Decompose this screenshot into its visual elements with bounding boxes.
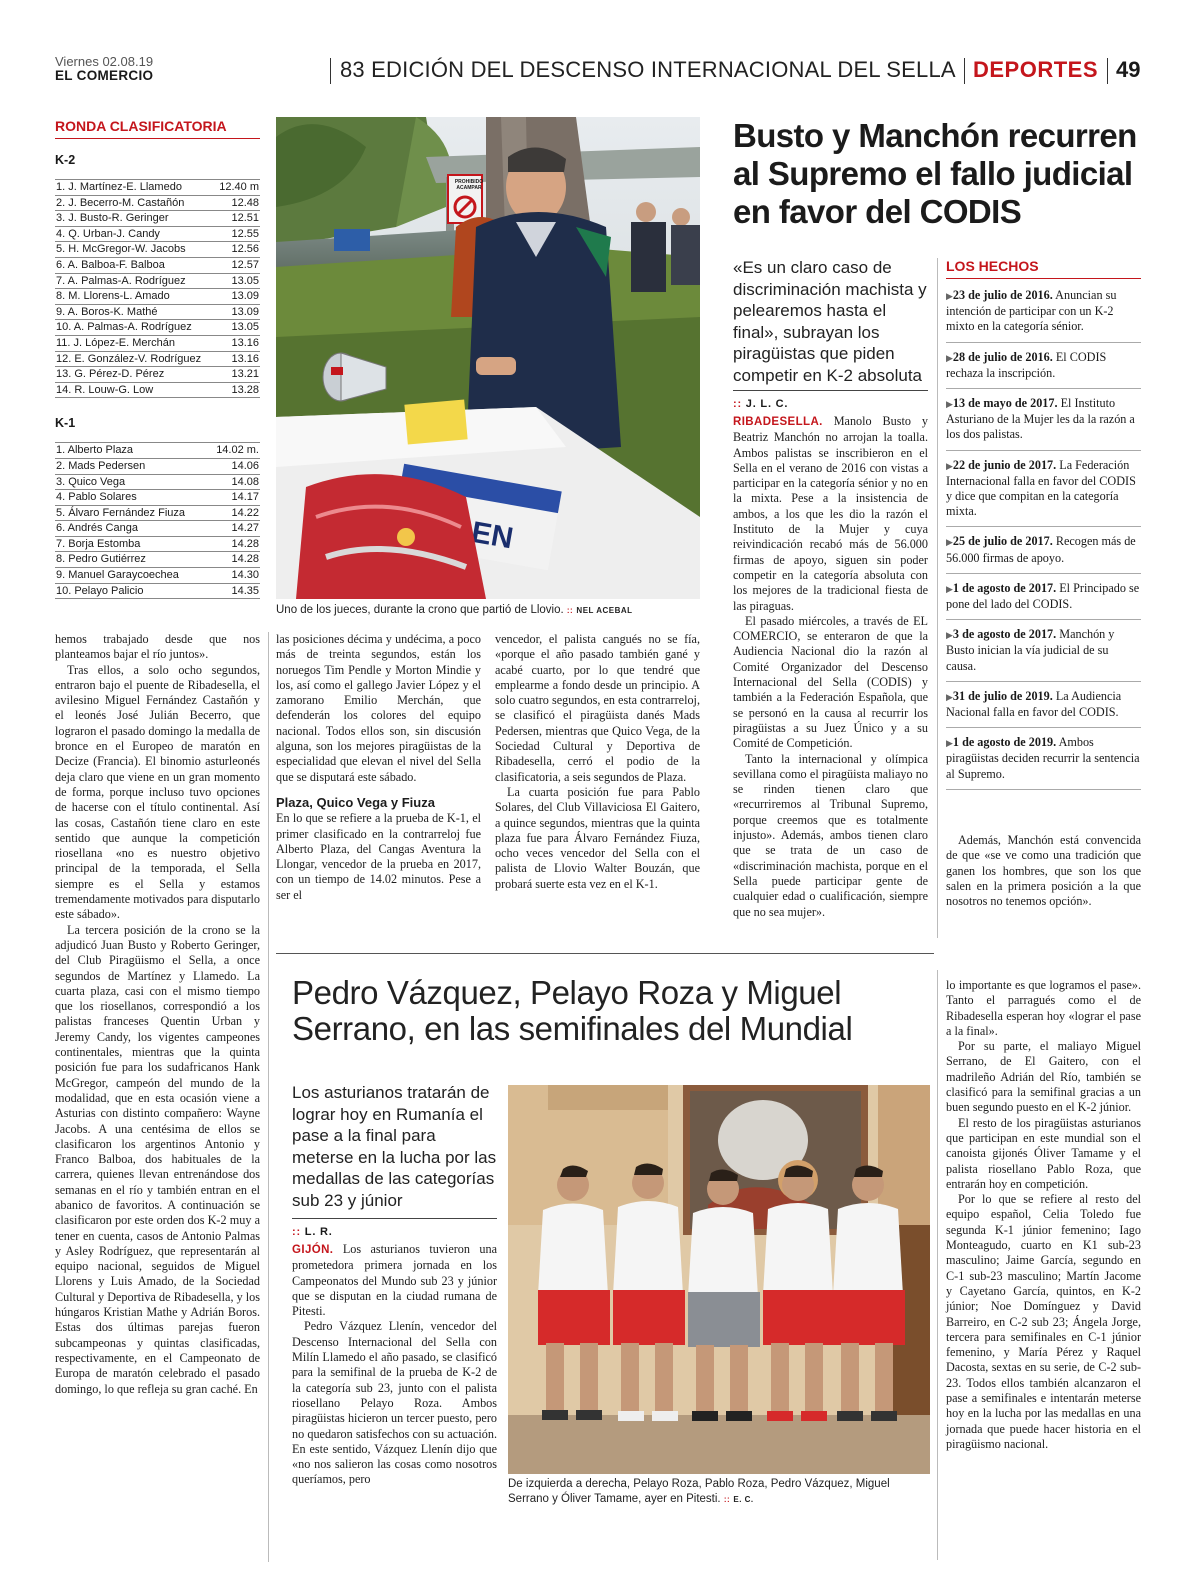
article1-lead: Manolo Busto y Beatriz Manchón no arrojan la toalla. Ambos palistas se inscribieron en el Sella en el verano de 2016 con vistas a participar en la categoría sénior y no en la mixta. Pese a la insistencia de ambos, a los que les dio la razón el Instituto de la Mujer y cuya reivindicación recabó más de 56.000 firmas de apoyo, siguen sin poder competir en la categoría absoluta con los mejores de la tradicional fiesta de las piraguas.	[733, 414, 928, 613]
fact-date: 31 de julio de 2019.	[952, 688, 1053, 703]
arrow-bullet-icon: ▶	[946, 583, 953, 594]
sella-story-col3	[495, 632, 700, 892]
results-time: 12.56	[215, 242, 260, 258]
arrow-bullet-icon: ▶	[946, 537, 953, 548]
facts-list	[946, 285, 1141, 790]
results-row	[55, 180, 260, 196]
results-name: 10. Pelayo Palicio	[55, 583, 208, 599]
fact-date: 23 de julio de 2016.	[952, 288, 1053, 302]
sella-paragraph: hemos trabajado desde que nos planteamos bajar el río juntos».	[55, 632, 260, 662]
arrow-bullet-icon: ▶	[946, 352, 953, 363]
results-time: 14.22	[208, 505, 260, 521]
results-time: 14.02 m.	[208, 443, 260, 459]
fact-text: Manchón y Busto inician la vía judicial de su causa.	[946, 627, 1115, 673]
arrow-bullet-icon: ▶	[946, 460, 953, 471]
article2-paragraph: Por su parte, el maliayo Miguel Serrano, de El Gaitero, con el madrileño Adrián del Río, también se clasificó para la semifinal gracias a un buen segundo puesto en el K-2 júnior.	[946, 1039, 1141, 1115]
results-heading: RONDA CLASIFICATORIA	[55, 118, 227, 134]
sella-story-col1	[55, 632, 260, 1397]
fact-text: Anuncian su intención de participar con un K-2 mixto en la categoría sénior.	[946, 288, 1117, 334]
page-number: 49	[1116, 57, 1141, 82]
results-name: 4. Q. Urban-J. Candy	[55, 226, 215, 242]
fact-text: Recogen más de 56.000 firmas de apoyo.	[946, 534, 1136, 565]
article1-headline: Busto y Manchón recurren al Supremo el fallo judicial en favor del CODIS	[733, 117, 1137, 230]
bib-number: EN	[468, 515, 516, 556]
credit-dots-icon: ::	[723, 1495, 731, 1504]
fact-date: 3 de agosto de 2017.	[952, 627, 1057, 642]
photo1-caption-line	[276, 603, 700, 618]
results-name: 3. J. Busto-R. Geringer	[55, 211, 215, 227]
results-name: 7. Borja Estomba	[55, 536, 208, 552]
k2-label: K-2	[55, 153, 76, 167]
fact-date: 28 de julio de 2016.	[952, 349, 1053, 364]
results-name: 5. Álvaro Fernández Fiuza	[55, 505, 208, 521]
results-time: 12.57	[215, 257, 260, 273]
article2-lead: Los asturianos tuvieron una prometedora primera jornada en los Campeonatos del Mundo sub 23 y júnior que se disputan en la ciudad rumana de Pitesti.	[292, 1242, 497, 1319]
section-divider	[276, 953, 934, 954]
results-name: 9. Manuel Garaycoechea	[55, 568, 208, 584]
sella-paragraph: En lo que se refiere a la prueba de K-1, el primer clasificado en la contrarreloj fue Alberto Plaza, del Cangas Aventura la Llongar, vencedor de la prueba en 2017, con un tiempo de 14.02 minutos. Pese a ser el	[276, 811, 481, 902]
credit-dots-icon: ::	[566, 606, 574, 615]
article2-paragraph: El resto de los piragüistas asturianos que participan en este mundial son el canoista gijonés Óliver Tamame y el palista riosellano Pablo Roza, que entrarán hoy en competición.	[946, 1115, 1141, 1191]
results-time: 14.30	[208, 568, 260, 584]
sella-paragraph: las posiciones décima y undécima, a poco más de treinta segundos, están los noruegos Tim Pendle y Morton Mindie y los, así como el gallego Javier López y el zamorano Emilio Merchán, que defenderán los colores del equipo nacional. Todos ellos son, sin discusión alguna, son los mejores piragüistas de la especialidad que elevan el nivel del Sella que se disputará este sábado.	[276, 632, 481, 784]
article1-closing	[946, 833, 1141, 909]
results-row	[55, 490, 260, 506]
results-row	[55, 458, 260, 474]
results-time: 14.08	[208, 474, 260, 490]
article2-body	[292, 1242, 497, 1488]
results-time: 12.48	[215, 195, 260, 211]
fact-item	[946, 285, 1141, 343]
arrow-bullet-icon: ▶	[946, 738, 953, 749]
results-time: 12.51	[215, 211, 260, 227]
section-name: DEPORTES	[973, 57, 1099, 82]
article2-byline: L. R.	[304, 1226, 333, 1238]
results-row	[55, 474, 260, 490]
facts-box	[946, 258, 1141, 794]
results-row	[55, 505, 260, 521]
results-row	[55, 242, 260, 258]
fact-date: 25 de julio de 2017.	[952, 534, 1053, 549]
photo1-caption: Uno de los jueces, durante la crono que partió de Llovio.	[276, 604, 564, 616]
article2-headline: Pedro Vázquez, Pelayo Roza y Miguel Serrano, en las semifinales del Mundial	[292, 974, 853, 1047]
article1-dateline: RIBADESELLA.	[733, 416, 823, 428]
fact-item	[946, 732, 1141, 790]
arrow-bullet-icon: ▶	[946, 691, 953, 702]
results-row	[55, 382, 260, 398]
results-row	[55, 273, 260, 289]
arrow-bullet-icon: ▶	[946, 399, 953, 410]
results-name: 13. G. Pérez-D. Pérez	[55, 367, 215, 383]
results-row	[55, 289, 260, 305]
results-row	[55, 536, 260, 552]
results-time: 14.17	[208, 490, 260, 506]
photo2-credit: E. C.	[733, 1495, 754, 1504]
article1-paragraph: Tanto la internacional y olímpica sevillana como el piragüista maliayo no se rinden tienen claro que «recurriremos al Tribunal Supremo, porque creemos que es totalmente injusto». Además, ambos tienen claro que se trata de un caso de «discriminación machista, porque en el Sella puede participar gente de cualquier edad o cualificación, siempre que no sea mujer».	[733, 751, 928, 919]
column-divider	[937, 970, 938, 1560]
article1-byline: J. L. C.	[745, 398, 789, 410]
sella-subhead: Plaza, Quico Vega y Fiuza	[276, 794, 435, 810]
photo1-credit: NEL ACEBAL	[576, 606, 633, 615]
fact-date: 1 de agosto de 2019.	[952, 735, 1057, 750]
results-name: 8. M. Llorens-L. Amado	[55, 289, 215, 305]
results-time: 14.27	[208, 521, 260, 537]
k1-results-table	[55, 442, 260, 599]
results-row	[55, 552, 260, 568]
sella-paragraph: vencedor, el palista cangués no se fía, «porque el año pasado también gané y acabé cuarto, por lo que tendré que emplearme a fondo desde un principio. A solo cuatro segundos, en esta contrarreloj, se clasificó el piragüista danés Mads Pedersen, mientras que Quico Vega, de la Sociedad Cultural y Deportiva de Ribadesella, cerró el podio de la clasificatoria, a seis segundos de Plaza.	[495, 632, 700, 784]
fact-item	[946, 347, 1141, 389]
results-time: 13.16	[215, 335, 260, 351]
results-time: 13.28	[215, 382, 260, 398]
byline-dots-icon: ::	[292, 1226, 301, 1238]
judge-photo	[276, 117, 700, 599]
results-row	[55, 351, 260, 367]
results-name: 11. J. López-E. Merchán	[55, 335, 215, 351]
results-row	[55, 335, 260, 351]
header-divider	[330, 58, 331, 84]
facts-title: LOS HECHOS	[946, 258, 1039, 274]
results-row	[55, 521, 260, 537]
fact-item	[946, 531, 1141, 573]
sella-paragraph: La tercera posición de la crono se la adjudicó Juan Busto y Roberto Geringer, del Club Piragüismo el Sella, a once segundos de Martínez y Llamedo. La cuarta plaza, casi con el mismo tiempo que los riosellanos, correspondió a los palistas franceses Quentin Urban y Jeremy Candy, los vigentes campeones continentales, mientras que la quinta posición fue para los sudafricanos Hank McGregor, campeón del mundo de la modalidad, que en esta ocasión viene a Asturias con distinto compañero: Wayne Jacobs. A una centésima de ellos se clasificaron los argentinos Antonio y Franco Balboa, dos habituales de la carrera, quienes llevan entrenándose dos semanas en el río y también entran en el abanico de favoritos. A continuación se clasificaron por este orden dos K-2 muy a tener en cuenta, casos de Antonio Palmas y Asley Rodríguez, que representarán al equipo nacional, seguidos de Miguel Llorens y Luis Amado, de la Sociedad Cultural y Deportiva de Ribadesella, y los húngaros Kristian Mathe y Adrián Boros. Estas dos últimas parejas fueron subcampeonas y quintas clasificadas, respectivamente, en el Campeonato de Europa de maratón celebrado el pasado domingo, lo que refleja su gran caché. En	[55, 922, 260, 1396]
k2-results-table	[55, 179, 260, 398]
results-name: 2. J. Becerro-M. Castañón	[55, 195, 215, 211]
results-row	[55, 257, 260, 273]
column-divider	[937, 258, 938, 938]
results-time: 13.16	[215, 351, 260, 367]
article2-paragraph: lo importante es que logramos el pase». Tanto el parragués como el de Ribadesella esperan hoy «lograr el pase a la final».	[946, 978, 1141, 1038]
arrow-bullet-icon: ▶	[946, 291, 953, 301]
article2-paragraph: Por lo que se refiere al resto del equipo español, Celia Toledo fue segunda K-1 júnior femenino; Iago Monteagudo, cuarto en K1 sub-23 masculino; Jaime García, segundo en C-1 sub-23 masculino; Martín Jacome y Cayetano García, quintos, en K-2 júnior; Noe Domínguez y David Barreiro, en C-2 sub 23; Ángela Jorge, tercera para semifinales en C-1 júnior femenino, y María Pérez y Raquel Dacosta, sextas en su serie, de C-2 sub-23. Todos ellos también alcanzaron el pase a semifinales e intentarán meterse hoy en la lucha por las medallas en una jornada que puede hacer historia en el piragüismo nacional.	[946, 1192, 1141, 1451]
article2-dateline: GIJÓN.	[292, 1244, 334, 1256]
results-time: 14.28	[208, 536, 260, 552]
header-divider	[964, 58, 965, 84]
fact-item	[946, 455, 1141, 528]
sella-paragraph: La cuarta posición fue para Pablo Solares, del Club Villaviciosa El Gaitero, a quince segundos, mientras que la quinta plaza fue para Álvaro Fernández Fiuza, ocho veces vencedor del Sella con el palista de Llovio Walter Bouzán, que probará suerte esta vez en el K-1.	[495, 784, 700, 891]
issue-date: Viernes 02.08.19	[55, 54, 154, 69]
fact-item	[946, 686, 1141, 728]
results-time: 12.40 m	[215, 180, 260, 196]
article1-rule	[733, 390, 928, 391]
results-time: 13.21	[215, 367, 260, 383]
results-row	[55, 568, 260, 584]
results-row	[55, 443, 260, 459]
article2-paragraph: Pedro Vázquez Llenín, vencedor del Descenso Internacional del Sella con Milín Llamedo el año pasado, se clasificó para la semifinal de la prueba de K-2 de la categoría sub 23, junto con el palista riosellano Pelayo Roza. Ambos piragüistas hicieron un tercer puesto, pero no quedaron satisfechos con su actuación. En este sentido, Vázquez Llenín dijo que «no nos salieron las cosas como nosotros queríamos, pero	[292, 1319, 497, 1487]
results-time: 13.05	[215, 273, 260, 289]
results-row	[55, 304, 260, 320]
fact-text: El CODIS rechaza la inscripción.	[946, 349, 1107, 380]
fact-item	[946, 578, 1141, 620]
photo2-caption: De izquierda a derecha, Pelayo Roza, Pablo Roza, Pedro Vázquez, Miguel Serrano y Óliver Tamame, ayer en Pitesti.	[508, 1478, 890, 1505]
judge-photo-illustration	[276, 117, 700, 599]
fact-text: Ambos piragüistas deciden recurrir la sentencia al Supremo.	[946, 735, 1140, 781]
newspaper-name: EL COMERCIO	[55, 68, 154, 83]
results-row	[55, 211, 260, 227]
results-time: 14.35	[208, 583, 260, 599]
fact-text: La Audiencia Nacional falla en favor del CODIS.	[946, 688, 1122, 720]
article1-byline-line	[733, 398, 788, 410]
results-time: 13.09	[215, 289, 260, 305]
results-name: 5. H. McGregor-W. Jacobs	[55, 242, 215, 258]
results-name: 12. E. González-V. Rodríguez	[55, 351, 215, 367]
results-name: 4. Pablo Solares	[55, 490, 208, 506]
results-row	[55, 226, 260, 242]
article2-subhead: Los asturianos tratarán de lograr hoy en Rumanía el pase a la final para meterse en la lucha por las medallas de las categorías sub 23 y júnior	[292, 1083, 497, 1210]
fact-date: 13 de mayo de 2017.	[952, 396, 1058, 411]
results-row	[55, 367, 260, 383]
team-photo	[508, 1085, 930, 1474]
fact-text: El Principado se pone del lado del CODIS.	[946, 580, 1140, 612]
results-time: 12.55	[215, 226, 260, 242]
fact-text: El Instituto Asturiano de la Mujer les da la razón a los dos palistas.	[946, 396, 1135, 442]
team-photo-illustration	[508, 1085, 930, 1474]
k1-label: K-1	[55, 416, 76, 431]
article1-body	[733, 414, 928, 920]
fact-item	[946, 624, 1141, 682]
article1-subhead: «Es un claro caso de discriminación machista y pelearemos hasta el final», subrayan los piragüistas que piden competir en K-2 absoluta	[733, 258, 927, 385]
column-divider	[268, 632, 269, 1562]
results-row	[55, 195, 260, 211]
photo2-caption-line	[508, 1477, 930, 1507]
sella-paragraph: Tras ellos, a solo ocho segundos, entraron bajo el puente de Ribadesella, el avilesino Miguel Fernández Castañón y el leonés José Julián Becerro, que lograron el pasado domingo la medalla de bronce en el Europeo de maratón en Decize (Francia). El binomio asturleonés deja claro que viene en un gran momento de forma, porque incluso tuvo opciones de hacerse con el título continental. Así las cosas, Castañón tiene claro en este sentido que aunque la competición riosellana «no es nuestro objetivo principal de la temporada, el Sella siempre es el Sella y estamos tremendamente motivados para disputarlo este sábado».	[55, 662, 260, 922]
facts-rule	[946, 278, 1141, 279]
fact-date: 1 de agosto de 2017.	[952, 580, 1057, 595]
article2-col2	[946, 978, 1141, 1452]
sella-story-col2	[276, 632, 481, 903]
fact-date: 22 de junio de 2017.	[952, 457, 1057, 472]
results-time: 14.28	[208, 552, 260, 568]
results-time: 14.06	[208, 458, 260, 474]
article1-paragraph: El pasado miércoles, a través de EL COMERCIO, se enteraron de que la Audiencia Nacional dio la razón al Comité Organizador del Descenso Internacional del Sella (CODIS) y también a la Federación Española, que se personó en la causa al recurrir los piragüistas a su Juez Único y a su Comité de Competición.	[733, 613, 928, 751]
results-panel	[55, 118, 260, 599]
results-name: 2. Mads Pedersen	[55, 458, 208, 474]
results-name: 6. A. Balboa-F. Balboa	[55, 257, 215, 273]
article1-paragraph: Además, Manchón está convencida de que «se ve como una tradición que ganen los hombres, que son los que salen en la primera posición a la que nosotros no tenemos opción».	[946, 833, 1141, 909]
article2-byline-line	[292, 1226, 333, 1238]
results-row	[55, 583, 260, 599]
results-name: 1. Alberto Plaza	[55, 443, 208, 459]
results-name: 6. Andrés Canga	[55, 521, 208, 537]
prohibido-sign-text: PROHIBIDO ACAMPAR	[454, 179, 484, 191]
fact-item	[946, 393, 1141, 451]
results-time: 13.05	[215, 320, 260, 336]
results-time: 13.09	[215, 304, 260, 320]
results-name: 1. J. Martínez-E. Llamedo	[55, 180, 215, 196]
article2-rule	[292, 1218, 497, 1219]
fact-text: La Federación Internacional falla en favor del CODIS y dice que compitan en la categoría mixta.	[946, 457, 1136, 519]
results-name: 3. Quico Vega	[55, 474, 208, 490]
results-rule	[55, 138, 260, 139]
results-name: 7. A. Palmas-A. Rodríguez	[55, 273, 215, 289]
results-name: 14. R. Louw-G. Low	[55, 382, 215, 398]
header-divider	[1107, 58, 1108, 84]
arrow-bullet-icon: ▶	[946, 630, 953, 641]
page-title: 83 EDICIÓN DEL DESCENSO INTERNACIONAL DEL SELLA	[340, 57, 956, 82]
results-row	[55, 320, 260, 336]
byline-dots-icon: ::	[733, 398, 742, 410]
results-name: 9. A. Boros-K. Mathé	[55, 304, 215, 320]
results-name: 10. A. Palmas-A. Rodríguez	[55, 320, 215, 336]
results-name: 8. Pedro Gutiérrez	[55, 552, 208, 568]
